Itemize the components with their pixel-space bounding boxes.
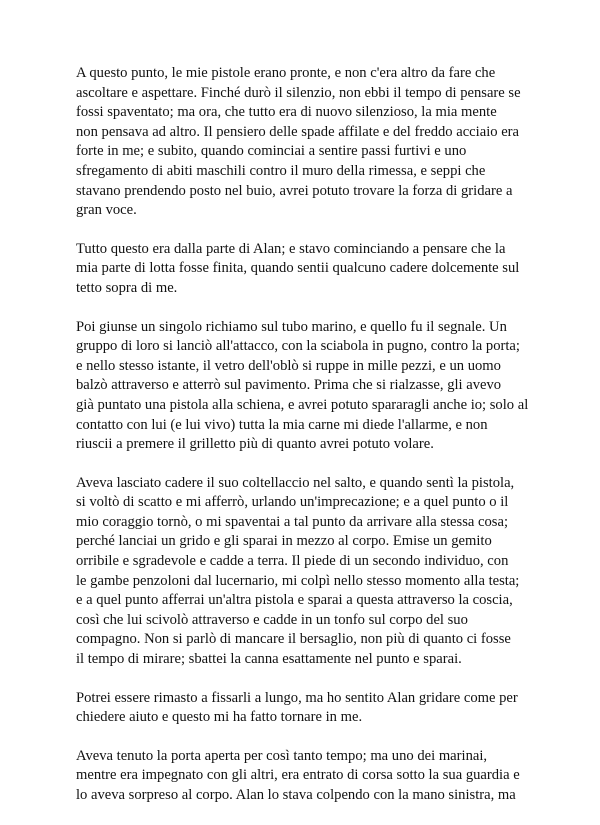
- text-line: mentre era impegnato con gli altri, era entrato di corsa sotto la sua guardia e: [76, 767, 520, 784]
- text-line: il tempo di mirare; sbattei la canna esattamente nel punto e sparai.: [76, 651, 462, 668]
- paragraph-1: [76, 64, 536, 221]
- text-line: contatto con lui (e lui vivo) tutta la mia carne mi diede l'allarme, e non: [76, 416, 488, 433]
- text-line: così che lui scivolò attraverso e cadde in un tonfo sul corpo del suo: [76, 611, 468, 628]
- text-line: balzò attraverso e atterrò sul pavimento. Prima che si rialzasse, gli avevo: [76, 377, 502, 394]
- text-line: e a quel punto afferrai un'altra pistola e sparai a questa attraverso la coscia,: [76, 592, 513, 609]
- paragraph-5: [76, 689, 536, 728]
- text-line: tetto sopra di me.: [76, 279, 178, 296]
- text-line: già puntato una pistola alla schiena, e avrei potuto spararagli anche io; solo al: [76, 396, 529, 413]
- text-line: le gambe penzoloni dal lucernario, mi colpì nello stesso momento alla testa;: [76, 572, 520, 589]
- text-line: compagno. Non si parlò di mancare il bersaglio, non più di quanto ci fosse: [76, 631, 511, 648]
- text-line: mia parte di lotta fosse finita, quando sentii qualcuno cadere dolcemente sul: [76, 260, 520, 277]
- text-line: Potrei essere rimasto a fissarli a lungo, ma ho sentito Alan gridare come per: [76, 689, 518, 706]
- text-line: orribile e sgradevole e cadde a terra. Il piede di un secondo individuo, con: [76, 553, 509, 570]
- text-line: e nello stesso istante, il vetro dell'oblò si ruppe in mille pezzi, e un uomo: [76, 357, 501, 374]
- text-line: lo aveva sorpreso al corpo. Alan lo stava colpendo con la mano sinistra, ma: [76, 787, 516, 803]
- text-line: forte in me; e subito, quando cominciai a sentire passi furtivi e uno: [76, 143, 467, 160]
- text-line: A questo punto, le mie pistole erano pronte, e non c'era altro da fare che: [76, 65, 496, 81]
- text-line: Aveva lasciato cadere il suo coltellaccio nel salto, e quando sentì la pistola,: [76, 474, 515, 491]
- text-line: riuscii a premere il grilletto più di quanto avrei potuto volare.: [76, 436, 434, 453]
- paragraph-4: [76, 474, 536, 670]
- text-line: Tutto questo era dalla parte di Alan; e stavo cominciando a pensare che la: [76, 240, 506, 257]
- paragraph-3: [76, 318, 536, 455]
- paragraph-6: [76, 747, 536, 806]
- text-line: Aveva tenuto la porta aperta per così tanto tempo; ma uno dei marinai,: [76, 747, 488, 764]
- text-line: gruppo di loro si lanciò all'attacco, con la sciabola in pugno, contro la porta;: [76, 338, 520, 355]
- text-line: non pensava ad altro. Il pensiero delle spade affilate e del freddo acciaio era: [76, 123, 520, 140]
- text-line: sfregamento di abiti maschili contro il muro della rimessa, e seppi che: [76, 162, 486, 179]
- text-line: stavano prendendo posto nel buio, avrei potuto trovare la forza di gridare a: [76, 182, 513, 199]
- text-line: perché lanciai un grido e gli sparai in mezzo al corpo. Emise un gemito: [76, 533, 492, 550]
- document-body: [76, 64, 536, 825]
- text-line: chiedere aiuto e questo mi ha fatto tornare in me.: [76, 709, 363, 726]
- text-line: gran voce.: [76, 202, 137, 219]
- text-line: fossi spaventato; ma ora, che tutto era di nuovo silenzioso, la mia mente: [76, 104, 497, 121]
- text-line: Poi giunse un singolo richiamo sul tubo marino, e quello fu il segnale. Un: [76, 318, 507, 335]
- text-line: si voltò di scatto e mi afferrò, urlando un'imprecazione; e a quel punto o il: [76, 494, 509, 511]
- paragraph-2: [76, 240, 536, 299]
- text-line: ascoltare e aspettare. Finché durò il silenzio, non ebbi il tempo di pensare se: [76, 84, 521, 101]
- text-line: mio coraggio tornò, o mi spaventai a tal punto da arrivare alla stessa cosa;: [76, 513, 508, 530]
